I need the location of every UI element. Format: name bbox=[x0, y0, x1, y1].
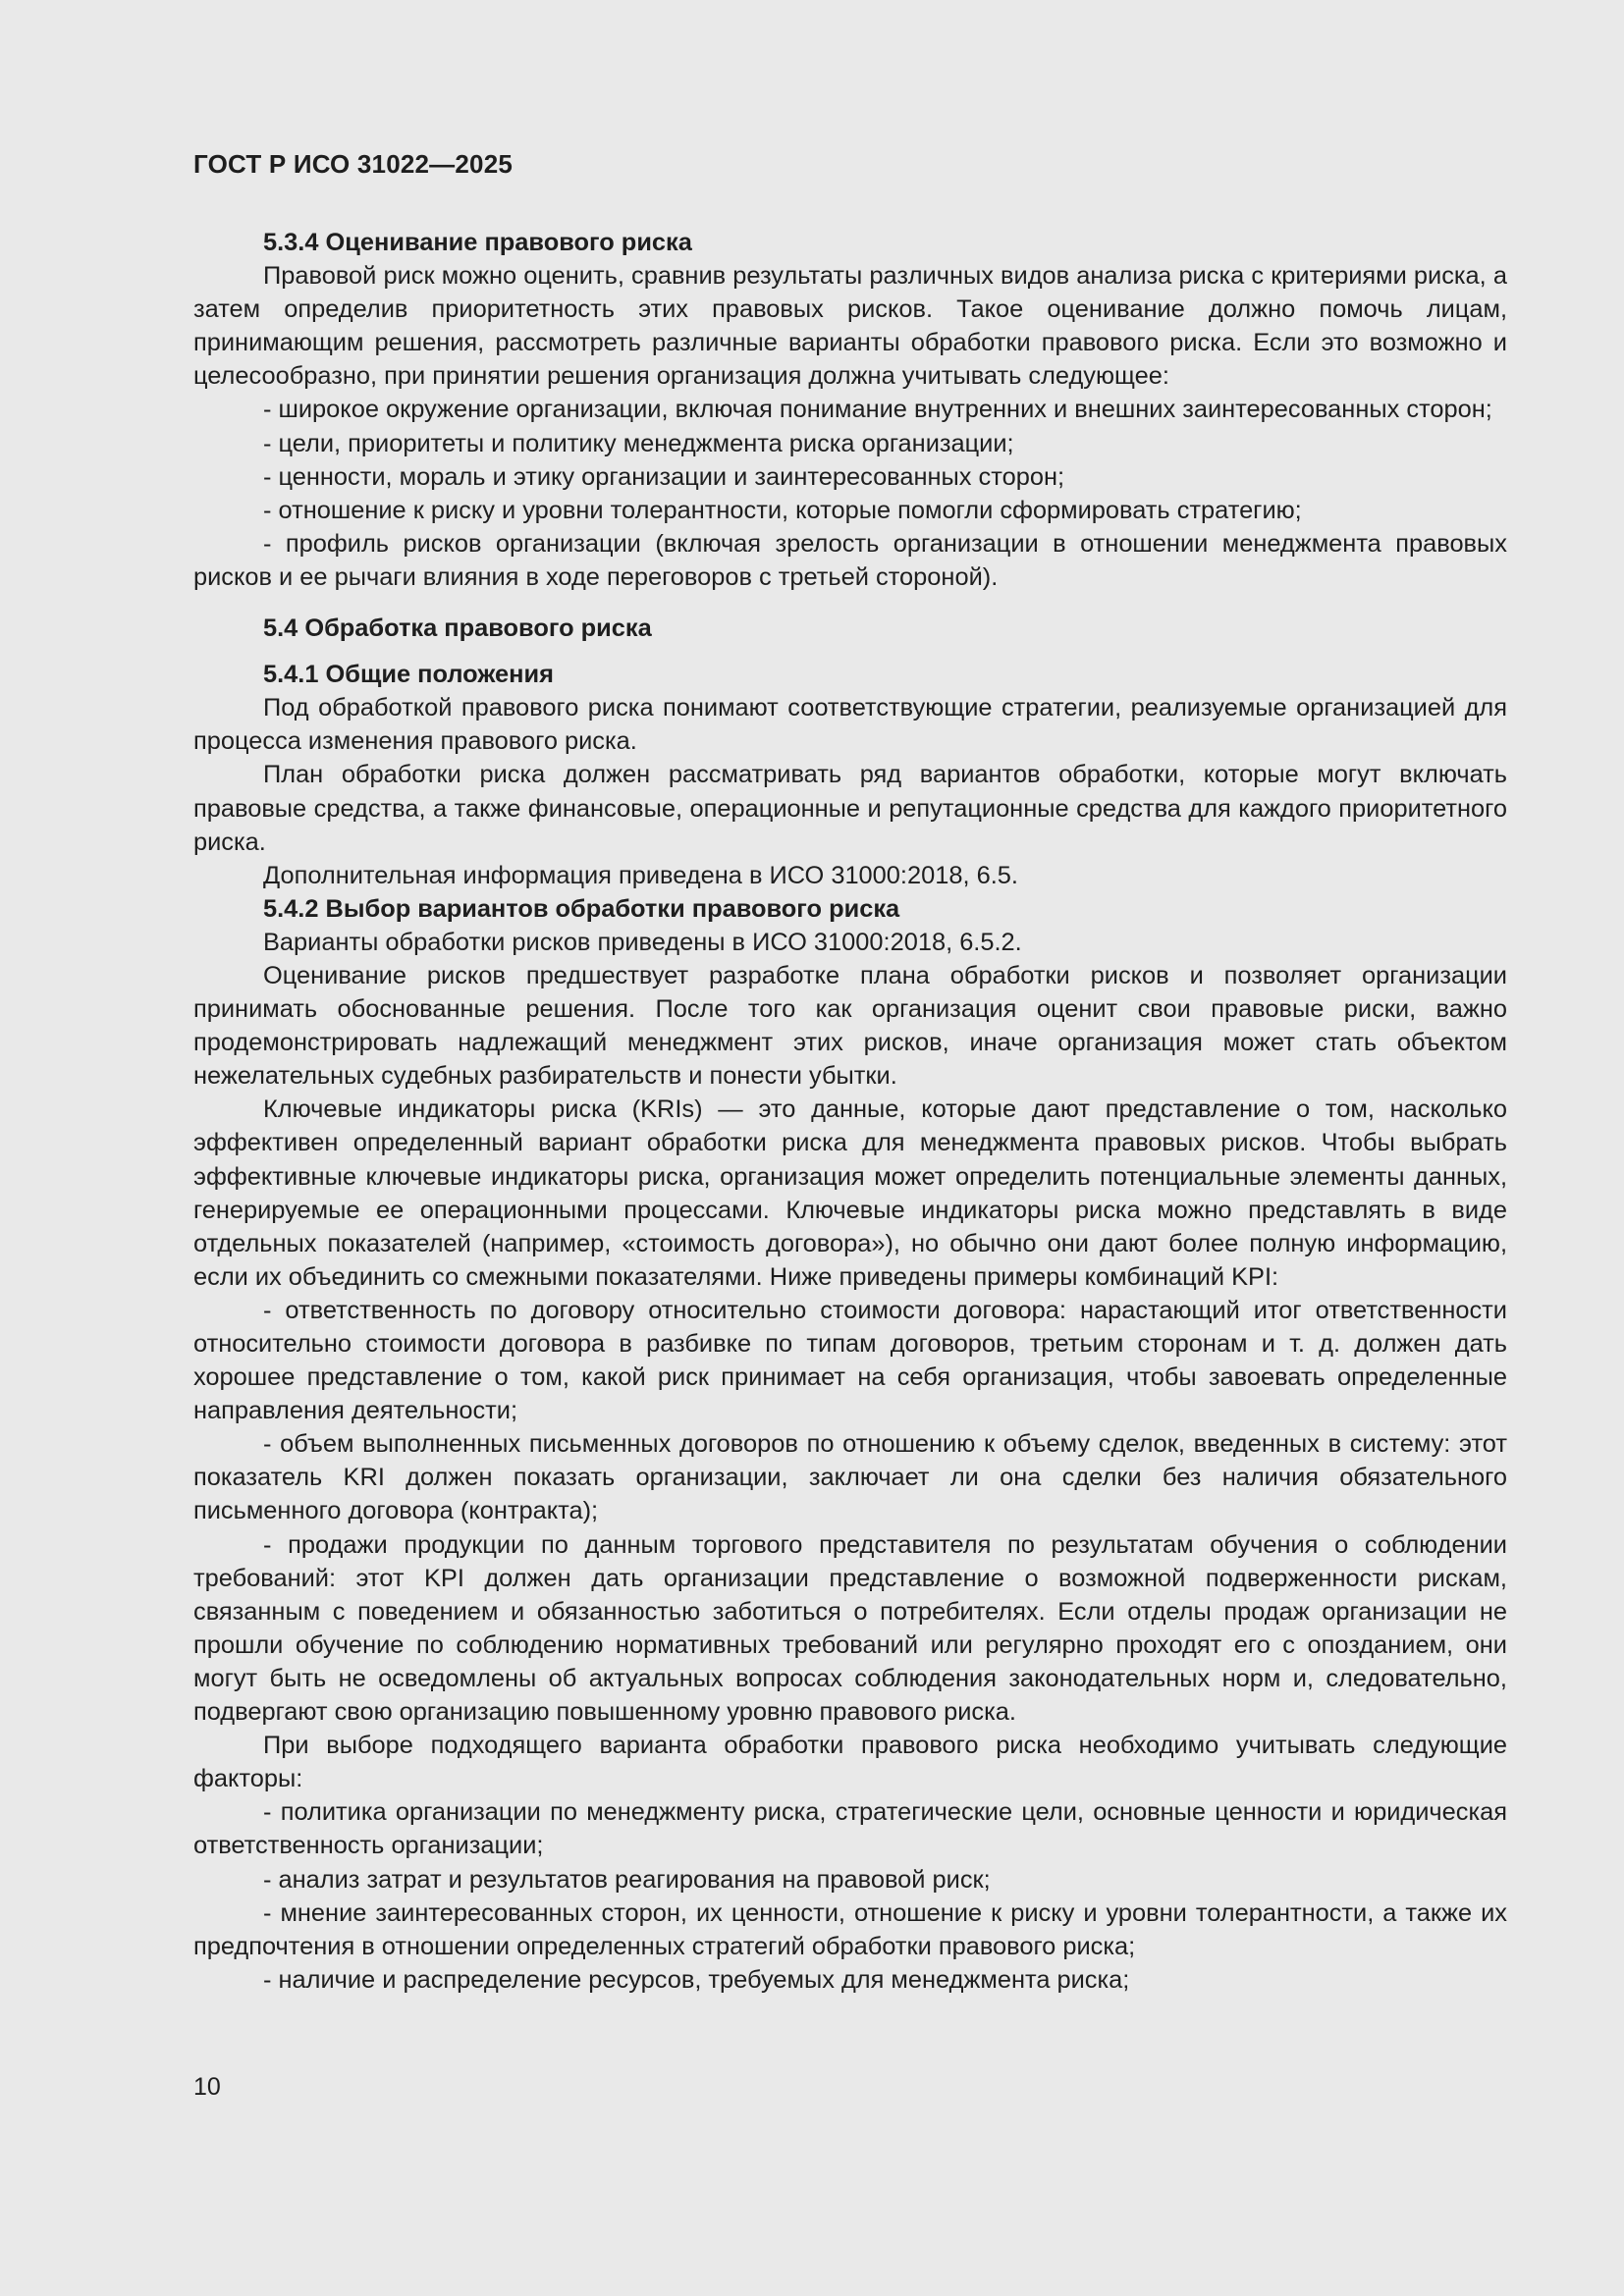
list-item: - профиль рисков организации (включая зрелость организации в отношении менеджмента правовых рисков и ее рычаги влияния в ходе переговоров с третьей стороной). bbox=[193, 529, 1507, 591]
paragraph: План обработки риска должен рассматривать ряд вариантов обработки, которые могут включать правовые средства, а также финансовые, операционные и репутационные средства для каждого приоритетного риска. bbox=[193, 761, 1507, 856]
document-header-title: ГОСТ Р ИСО 31022—2025 bbox=[193, 149, 514, 179]
section-title-5-4-1: 5.4.1 Общие положения bbox=[263, 661, 554, 689]
section-title-5-4: 5.4 Обработка правового риска bbox=[263, 614, 652, 643]
list-item: - отношение к риску и уровни толерантности, которые помогли сформировать стратегию; bbox=[263, 496, 1302, 524]
paragraph: При выборе подходящего варианта обработки правового риска необходимо учитывать следующие факторы: bbox=[193, 1732, 1507, 1793]
section-title-5-3-4: 5.3.4 Оценивание правового риска bbox=[263, 229, 692, 256]
list-item: - анализ затрат и результатов реагирования на правовой риск; bbox=[263, 1865, 991, 1894]
list-item: - продажи продукции по данным торгового представителя по результатам обучения о соблюдении требований: этот KPI должен дать организации представление о возможной подверженности рискам, связанным с поведением и обязанностью заботиться о потребителях. Если отделы продаж организации не прошли обучение по соблюдению нормативных требований или регулярно проходят его с опозданием, они могут быть не осведомлены об актуальных вопросах соблюдения законодательных норм и, следовательно, подвергают свою организацию повышенному уровню правового риска. bbox=[193, 1530, 1507, 1727]
list-item: - широкое окружение организации, включая понимание внутренних и внешних заинтересованных сторон; bbox=[263, 396, 1492, 424]
list-item: - политика организации по менеджменту риска, стратегические цели, основные ценности и юридическая ответственность организации; bbox=[193, 1798, 1507, 1860]
list-item: - ответственность по договору относительно стоимости договора: нарастающий итог ответственности относительно стоимости договора в разбивке по типам договоров, третьим сторонам и т. д. должен дать хорошее представление о том, какой риск принимает на себя организация, чтобы завоевать определенные направления деятельности; bbox=[193, 1296, 1507, 1425]
section-title-5-4-2: 5.4.2 Выбор вариантов обработки правового риска bbox=[263, 894, 900, 923]
list-item: - мнение заинтересованных сторон, их ценности, отношение к риску и уровни толерантности, а также их предпочтения в отношении определенных стратегий обработки правового риска; bbox=[193, 1898, 1507, 1960]
document-body bbox=[193, 226, 1507, 1997]
paragraph: Правовой риск можно оценить, сравнив результаты различных видов анализа риска с критериями риска, а затем определив приоритетность этих правовых рисков. Такое оценивание должно помочь лицам, принимающим решения, рассмотреть различные варианты обработки правового риска. Если это возможно и целесообразно, при принятии решения организация должна учитывать следующее: bbox=[193, 262, 1507, 391]
list-item: - наличие и распределение ресурсов, требуемых для менеджмента риска; bbox=[263, 1965, 1130, 1994]
paragraph: Дополнительная информация приведена в ИСО 31000:2018, 6.5. bbox=[263, 861, 1018, 889]
paragraph: Под обработкой правового риска понимают соответствующие стратегии, реализуемые организацией для процесса изменения правового риска. bbox=[193, 694, 1507, 756]
page-number: 10 bbox=[193, 2073, 221, 2101]
paragraph: Варианты обработки рисков приведены в ИСО 31000:2018, 6.5.2. bbox=[263, 928, 1022, 956]
list-item: - объем выполненных письменных договоров по отношению к объему сделок, введенных в систему: этот показатель KRI должен показать организации, заключает ли она сделки без наличия обязательного письменного договора (контракта); bbox=[193, 1430, 1507, 1525]
paragraph: Ключевые индикаторы риска (KRIs) — это данные, которые дают представление о том, насколько эффективен определенный вариант обработки риска для менеджмента правовых рисков. Чтобы выбрать эффективные ключевые индикаторы риска, организация может определить потенциальные элементы данных, генерируемые ее операционными процессами. Ключевые индикаторы риска можно представлять в виде отдельных показателей (например, «стоимость договора»), но обычно они дают более полную информацию, если их объединить со смежными показателями. Ниже приведены примеры комбинаций KPI: bbox=[193, 1095, 1507, 1291]
paragraph: Оценивание рисков предшествует разработке плана обработки рисков и позволяет организации принимать обоснованные решения. После того как организация оценит свои правовые риски, важно продемонстрировать надлежащий менеджмент этих рисков, иначе организация может стать объектом нежелательных судебных разбирательств и понести убытки. bbox=[193, 961, 1507, 1091]
list-item: - цели, приоритеты и политику менеджмента риска организации; bbox=[263, 429, 1014, 457]
list-item: - ценности, мораль и этику организации и заинтересованных сторон; bbox=[263, 462, 1065, 491]
